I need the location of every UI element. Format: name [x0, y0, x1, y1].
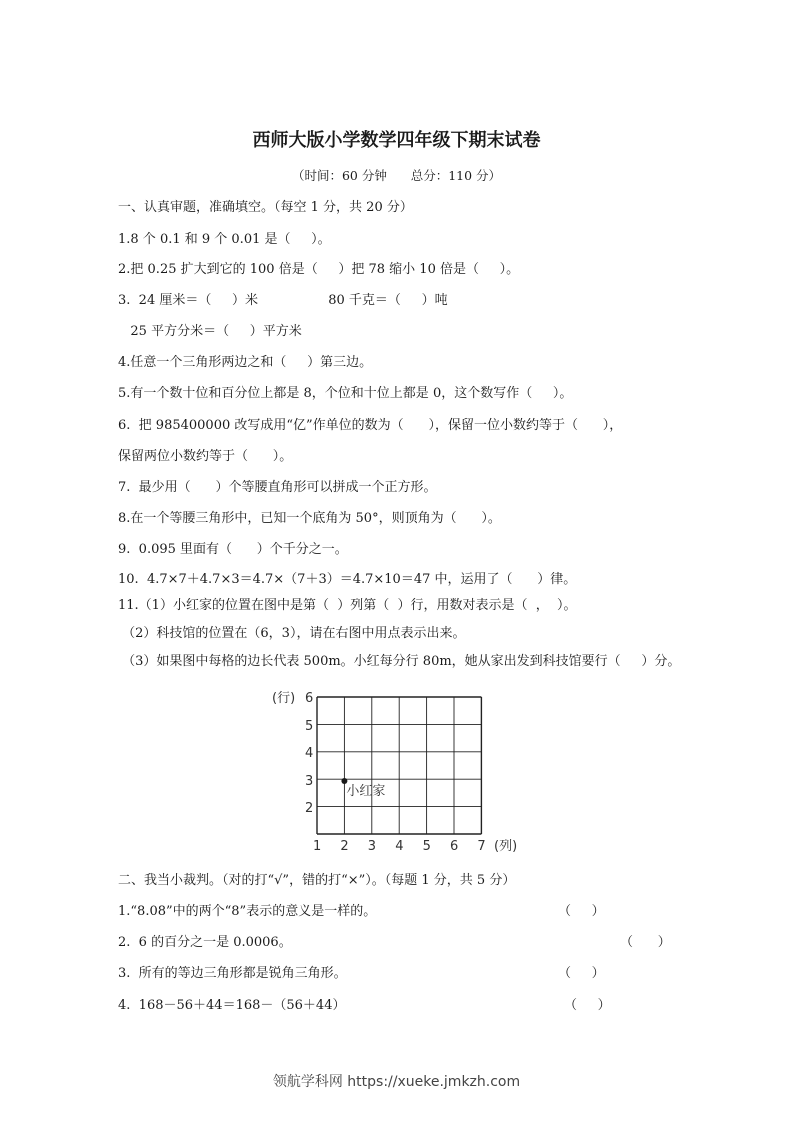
row-axis-label: (行) [272, 691, 296, 706]
question-line: 1.8 个 0.1 和 9 个 0.01 是（ ）。 [118, 232, 331, 247]
footer-watermark: 领航学科网 https://xueke.jmkzh.com [272, 1074, 521, 1090]
judge-item-text: 1.“8.08”中的两个“8”表示的意义是一样的。 [118, 904, 377, 919]
col-tick-label: 7 [477, 839, 486, 854]
question-line: 2.把 0.25 扩大到它的 100 倍是（ ）把 78 缩小 10 倍是（ ）。 [118, 262, 520, 277]
home-label: 小红家 [346, 784, 386, 799]
judge-item-blank[interactable]: （ ） [558, 904, 605, 919]
question-line: （3）如果图中每格的边长代表 500m。小红每分行 80m，她从家出发到科技馆要行（ ）分。 [118, 654, 681, 669]
col-tick-label: 6 [450, 839, 459, 854]
question-line: 6. 把 985400000 改写成用“亿”作单位的数为（ ），保留一位小数约等于（ ）， [118, 418, 623, 433]
exam-title: 西师大版小学数学四年级下期末试卷 [252, 130, 541, 151]
judge-item-blank[interactable]: （ ） [564, 998, 611, 1013]
judge-item-text: 3. 所有的等边三角形都是锐角三角形。 [118, 966, 347, 981]
judge-item-text: 4. 168－56＋44＝168－（56＋44） [118, 998, 346, 1013]
row-tick-label: 5 [305, 719, 314, 734]
question-line: 7. 最少用（ ）个等腰直角形可以拼成一个正方形。 [118, 480, 437, 495]
question-line: 9. 0.095 里面有（ ）个千分之一。 [118, 542, 348, 557]
col-tick-label: 3 [367, 839, 377, 854]
question-line: 25 平方分米＝（ ）平方米 [118, 324, 302, 339]
col-axis-label: (列) [494, 839, 518, 854]
judge-item-blank[interactable]: （ ） [558, 966, 605, 981]
question-line: 3. 24 厘米＝（ ）米 80 千克＝（ ）吨 [118, 293, 448, 308]
row-tick-labels [305, 691, 313, 816]
question-line: 5.有一个数十位和百分位上都是 8，个位和十位上都是 0，这个数写作（ ）。 [118, 386, 573, 401]
row-tick-label: 2 [305, 801, 314, 816]
grid-lines [317, 697, 481, 834]
question-line: 4.任意一个三角形两边之和（ ）第三边。 [118, 355, 373, 370]
question-line: 11.（1）小红家的位置在图中是第（ ）列第（ ）行，用数对表示是（ ， ）。 [118, 598, 577, 613]
exam-subtitle: （时间：60 分钟 总分：110 分） [291, 168, 502, 183]
row-tick-label: 3 [305, 774, 314, 789]
coordinate-grid [262, 686, 532, 861]
section2-heading: 二、我当小裁判。（对的打“√”，错的打“×”）。（每题 1 分，共 5 分） [118, 873, 516, 888]
question-line: 保留两位小数约等于（ ）。 [118, 449, 293, 464]
judge-item-text: 2. 6 的百分之一是 0.0006。 [118, 935, 292, 950]
section1-heading: 一、认真审题，准确填空。（每空 1 分，共 20 分） [118, 200, 413, 215]
row-tick-label: 6 [305, 691, 314, 706]
col-tick-label: 4 [395, 839, 404, 854]
col-tick-label: 1 [313, 839, 322, 854]
col-tick-label: 2 [340, 839, 349, 854]
judge-item-blank[interactable]: （ ） [620, 935, 671, 950]
question-line: （2）科技馆的位置在（6，3），请在右图中用点表示出来。 [118, 626, 466, 641]
question-line: 10. 4.7×7＋4.7×3＝4.7×（7＋3）＝4.7×10＝47 中，运用了（ ）律。 [118, 572, 577, 587]
question-line: 8.在一个等腰三角形中，已知一个底角为 50°，则顶角为（ ）。 [118, 511, 501, 526]
col-tick-label: 5 [422, 839, 431, 854]
row-tick-label: 4 [305, 746, 314, 761]
col-tick-labels [313, 839, 486, 854]
